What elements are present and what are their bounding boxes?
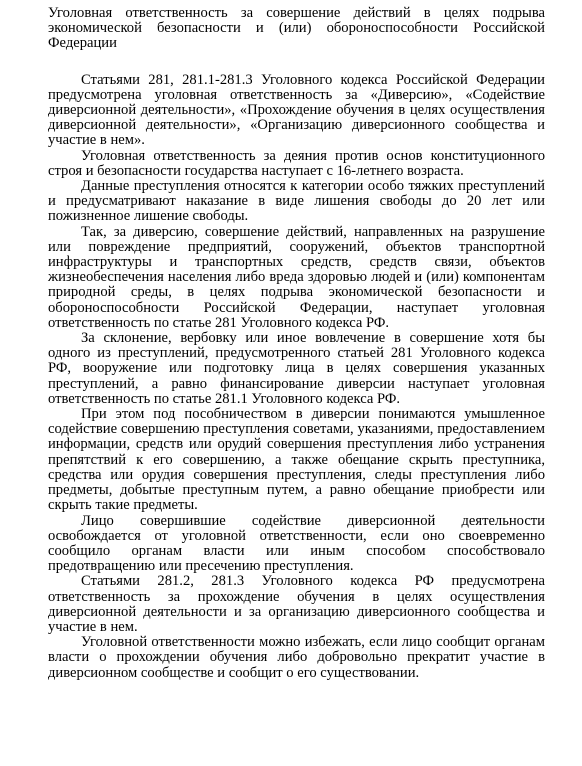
- document-title: Уголовная ответственность за совершение действий в целях подрыва экономической безопасности и (или) обороноспособности Российской Федерации: [48, 5, 545, 52]
- paragraph-article-281-1: За склонение, вербовку или иное вовлечение в совершение хотя бы одного из преступлений, предусмотренного статьей 281 Уголовного кодекса РФ, вооружение или подготовку лица в целях совершения указанных преступлений, а равно финансирование диверсии наступает уголовная ответственность по статье 281.1 Уголовного кодекса РФ.: [48, 330, 545, 407]
- paragraph-age: Уголовная ответственность за деяния против основ конституционного строя и безопасности государства наступает с 16-летнего возраста.: [48, 147, 545, 179]
- paragraph-article-281: Так, за диверсию, совершение действий, направленных на разрушение или повреждение предприятий, сооружений, объектов транспортной инфраструктуры и транспортных средств, средств связи, объектов жизнеобеспечения населения либо вреда здоровью людей и (или) компонентам природной среды, в целях подрыва экономической безопасности и обороноспособности Российской Федерации, наступает уголовная ответственность по статье 281 Уголовного кодекса РФ.: [48, 223, 545, 331]
- paragraph-articles: Статьями 281, 281.1-281.3 Уголовного кодекса Российской Федерации предусмотрена уголовная ответственность за «Диверсию», «Содействие диверсионной деятельности», «Прохождение обучения в целях осуществления диверсионной деятельности», «Организацию диверсионного сообщества и участие в нем».: [48, 71, 545, 149]
- paragraph-complicity: При этом под пособничеством в диверсии понимаются умышленное содействие совершению преступления советами, указаниями, предоставлением информации, средств или орудий совершения преступления либо устранения препятствий к его совершению, а также обещание скрыть преступника, средства или орудия совершения преступления, следы преступления либо предметы, добытые преступным путем, а равно обещание приобрести или скрыть такие предметы.: [48, 406, 545, 514]
- paragraph-exemption: Лицо совершившие содействие диверсионной деятельности освобождается от уголовной ответственности, если оно своевременно сообщило органам власти или иным способом способствовало предотвращению или пресечению преступления.: [48, 512, 545, 575]
- paragraph-avoid-liability: Уголовной ответственности можно избежать, если лицо сообщит органам власти о прохождении обучения либо добровольно прекратит участие в диверсионном сообществе и сообщит о его существовании.: [48, 634, 545, 681]
- paragraph-article-281-2-281-3: Статьями 281.2, 281.3 Уголовного кодекса РФ предусмотрена ответственность за прохождение обучения в целях осуществления диверсионной деятельности и за организацию диверсионного сообщества и участие в нем.: [48, 573, 545, 635]
- paragraph-punishment: Данные преступления относятся к категории особо тяжких преступлений и предусматривают наказание в виде лишения свободы до 20 лет или пожизненное лишение свободы.: [48, 178, 545, 225]
- document-page: [48, 6, 545, 681]
